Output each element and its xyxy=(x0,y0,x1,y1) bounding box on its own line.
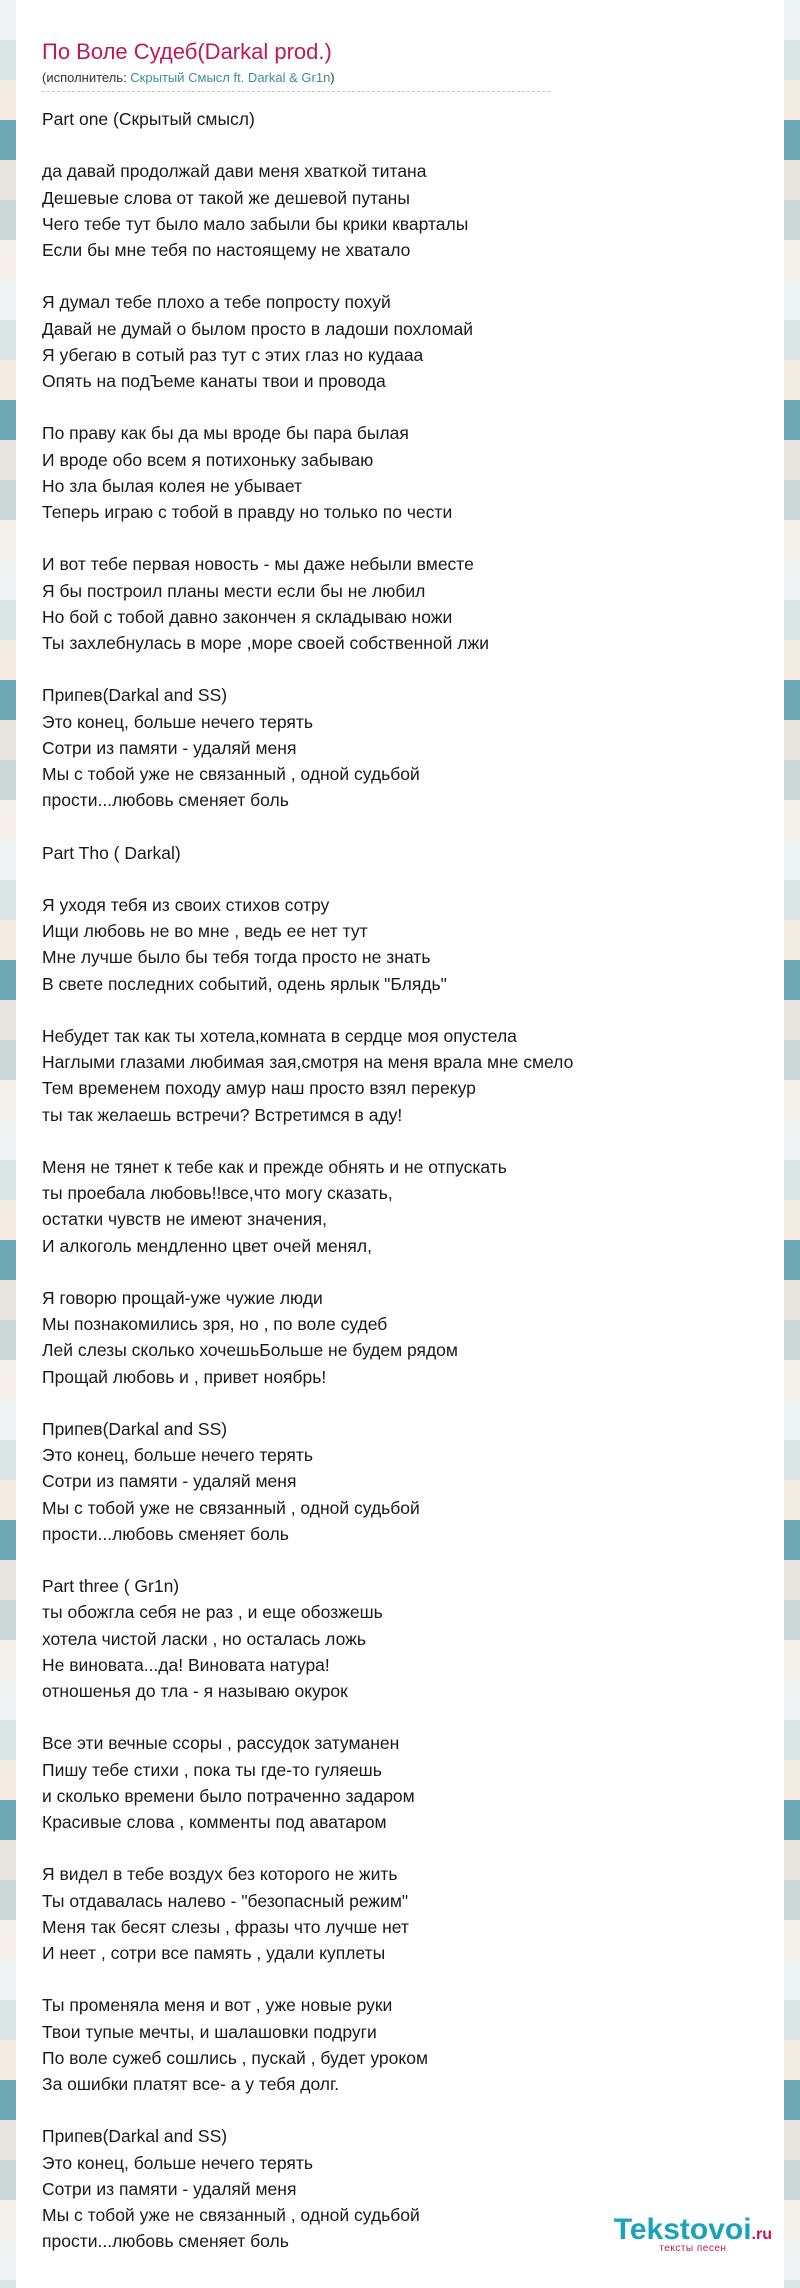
lyrics-stanza xyxy=(42,682,770,813)
logo-tagline: тексты песен xyxy=(659,2243,727,2254)
lyrics-body xyxy=(42,106,770,2254)
lyrics-line: прости...любовь сменяет боль xyxy=(42,1523,289,1544)
lyrics-line: И вроде обо всем я потихоньку забываю xyxy=(42,449,374,470)
lyrics-stanza xyxy=(42,1573,770,1704)
lyrics-line: отношенья до тла - я называю окурок xyxy=(42,1681,348,1701)
lyrics-stanza xyxy=(42,1023,770,1128)
lyrics-line: прости...любовь сменяет боль xyxy=(42,790,289,811)
lyrics-stanza xyxy=(42,551,770,656)
lyrics-stanza xyxy=(42,1154,770,1259)
lyrics-line: Опять на подЪеме канаты твои и провода xyxy=(42,371,386,391)
lyrics-line: Припев(Darkal and SS) xyxy=(42,1418,228,1439)
lyrics-stanza xyxy=(42,420,770,525)
lyrics-stanza xyxy=(42,1861,770,1966)
lyrics-line: Дешевые слова от такой же дешевой путаны xyxy=(42,187,410,208)
lyrics-line: хотела чистой ласки , но осталась ложь xyxy=(42,1628,366,1649)
artist-prefix: (исполнитель: xyxy=(42,70,131,85)
lyrics-line: Это конец, больше нечего терять xyxy=(42,2152,314,2173)
lyrics-line: ты так желаешь встречи? Встретимся в аду! xyxy=(42,1104,403,1125)
lyrics-line: Припев(Darkal and SS) xyxy=(42,2126,228,2147)
lyrics-line: Красивые слова , комменты под аватаром xyxy=(42,1812,387,1832)
lyrics-line: Это конец, больше нечего терять xyxy=(42,1445,314,1466)
lyrics-line: В свете последних событий, одень ярлык "Блядь" xyxy=(42,973,447,994)
lyrics-line: Лей слезы сколько хочешьБольше не будем рядом xyxy=(42,1340,458,1361)
lyrics-line: остатки чувств не имеют значения, xyxy=(42,1209,327,1230)
lyrics-line: Тем временем походу амур наш просто взял перекур xyxy=(42,1078,476,1099)
lyrics-line: Ты захлебнулась в море ,море своей собственной лжи xyxy=(42,633,489,653)
lyrics-line: Небудет так как ты хотела,комната в сердце моя опустела xyxy=(42,1025,517,1046)
lyrics-line: И алкоголь мендленно цвет очей менял, xyxy=(42,1235,372,1256)
lyrics-line: Я видел в тебе воздух без которого не жить xyxy=(42,1864,398,1885)
lyrics-line: Прощай любовь и , привет ноябрь! xyxy=(42,1366,327,1387)
lyrics-line: прости...любовь сменяет боль xyxy=(42,2231,289,2252)
lyrics-line: Если бы мне тебя по настоящему не хватало xyxy=(42,240,411,260)
lyrics-line: Я думал тебе плохо а тебе попросту похуй xyxy=(42,292,391,313)
logo-text: Tekstovoi xyxy=(613,2213,752,2246)
lyrics-line: Мы с тобой уже не связанный , одной судьбой xyxy=(42,764,420,784)
lyrics-line: Сотри из памяти - удаляй меня xyxy=(42,737,297,758)
lyrics-stanza xyxy=(42,289,770,394)
song-page xyxy=(42,38,770,2281)
lyrics-line: Ты отдавалась налево - "безопасный режим" xyxy=(42,1890,409,1911)
lyrics-line: Мы с тобой уже не связанный , одной судьбой xyxy=(42,1497,420,1518)
lyrics-line: Не виновата...да! Виновата натура! xyxy=(42,1654,330,1675)
lyrics-line: Я говорю прощай-уже чужие люди xyxy=(42,1287,323,1308)
lyrics-line: И неет , сотри все память , удали куплеты xyxy=(42,1943,386,1963)
lyrics-line: Мы с тобой уже не связанный , одной судьбой xyxy=(42,2205,420,2225)
lyrics-line: ты обожгла себя не раз , и еще обозжешь xyxy=(42,1602,383,1623)
lyrics-line: Теперь играю с тобой в правду но только по чести xyxy=(42,502,453,522)
artist-link[interactable]: Скрытый Смысл ft. Darkal & Gr1n xyxy=(130,70,331,85)
lyrics-line: Пишу тебе стихи , пока ты где-то гуляешь xyxy=(42,1759,382,1780)
logo-tld: .ru xyxy=(751,2226,772,2243)
lyrics-line: Это конец, больше нечего терять xyxy=(42,711,314,732)
lyrics-line: Сотри из памяти - удаляй меня xyxy=(42,2178,297,2199)
lyrics-line: Сотри из памяти - удаляй меня xyxy=(42,1471,297,1492)
lyrics-line: Меня так бесят слезы , фразы что лучше нет xyxy=(42,1916,409,1937)
lyrics-line: Припев(Darkal and SS) xyxy=(42,685,228,706)
lyrics-line: Ты променяла меня и вот , уже новые руки xyxy=(42,1995,393,2016)
right-decorative-stripes xyxy=(784,0,800,2288)
lyrics-stanza xyxy=(42,1992,770,2097)
lyrics-line: Все эти вечные ссоры , рассудок затуманен xyxy=(42,1733,400,1754)
lyrics-line: За ошибки платят все- а у тебя долг. xyxy=(42,2074,340,2094)
lyrics-stanza xyxy=(42,840,770,866)
lyrics-line: По воле сужеб сошлись , пускай , будет уроком xyxy=(42,2047,429,2068)
left-decorative-stripes xyxy=(0,0,16,2288)
lyrics-line: Давай не думай о былом просто в ладоши похломай xyxy=(42,318,473,339)
lyrics-stanza xyxy=(42,1730,770,1835)
site-logo[interactable] xyxy=(614,2213,772,2254)
lyrics-line: Но бой с тобой давно закончен я складываю ножи xyxy=(42,606,453,627)
song-title: По Воле Судеб(Darkal prod.) xyxy=(42,39,332,64)
lyrics-line: Part one (Скрытый смысл) xyxy=(42,109,255,129)
lyrics-line: Мы познакомились зря, но , по воле судеб xyxy=(42,1314,388,1335)
artist-suffix: ) xyxy=(330,70,335,85)
lyrics-line: Я бы построил планы мести если бы не любил xyxy=(42,580,426,601)
lyrics-line: Part Tho ( Darkal) xyxy=(42,842,181,863)
lyrics-line: Я уходя тебя из своих стихов сотру xyxy=(42,894,330,915)
lyrics-line: Мне лучше было бы тебя тогда просто не знать xyxy=(42,947,431,968)
lyrics-line: Ищи любовь не во мне , ведь ее нет тут xyxy=(42,921,368,942)
lyrics-line: да давай продолжай дави меня хваткой титана xyxy=(42,161,427,182)
artist-line xyxy=(42,70,550,92)
lyrics-stanza xyxy=(42,106,770,132)
lyrics-line: Part three ( Gr1n) xyxy=(42,1576,180,1597)
lyrics-line: Но зла былая колея не убывает xyxy=(42,475,303,496)
lyrics-stanza xyxy=(42,1416,770,1547)
lyrics-line: И вот тебе первая новость - мы даже небыли вместе xyxy=(42,554,474,575)
lyrics-line: Наглыми глазами любимая зая,смотря на меня врала мне смело xyxy=(42,1052,574,1073)
lyrics-line: и сколько времени было потраченно задаром xyxy=(42,1785,415,1806)
lyrics-line: Меня не тянет к тебе как и прежде обнять и не отпускать xyxy=(42,1156,507,1177)
lyrics-line: Твои тупые мечты, и шалашовки подруги xyxy=(42,2021,377,2042)
lyrics-line: Я убегаю в сотый раз тут с этих глаз но кудааа xyxy=(42,344,424,365)
lyrics-line: Чего тебе тут было мало забыли бы крики кварталы xyxy=(42,213,469,234)
lyrics-stanza xyxy=(42,1285,770,1390)
lyrics-line: ты проебала любовь!!все,что могу сказать, xyxy=(42,1183,393,1204)
lyrics-stanza xyxy=(42,158,770,263)
lyrics-line: По праву как бы да мы вроде бы пара былая xyxy=(42,423,409,444)
lyrics-stanza xyxy=(42,892,770,997)
